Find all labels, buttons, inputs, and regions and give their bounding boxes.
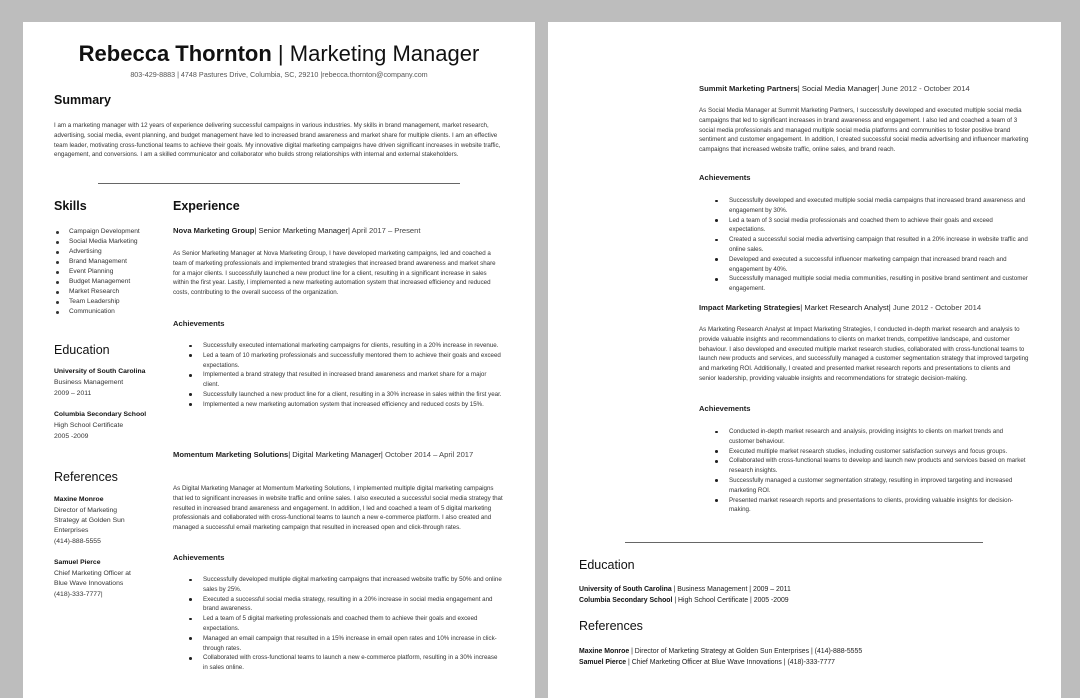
- reference-details: | Chief Marketing Officer at Blue Wave Innovations | (418)-333-7777: [626, 659, 835, 666]
- achievement-item: Led a team of 5 digital marketing professionals and coached them to achieve their goals and exceed expectations.: [173, 614, 503, 634]
- skill-item: Brand Management: [54, 257, 140, 267]
- resume-header-name: [23, 41, 535, 67]
- education-degree: High School Certificate: [54, 422, 124, 429]
- achievement-item: Executed a successful social media strategy, resulting in a 20% increase in social media engagement and brand awareness.: [173, 595, 503, 615]
- achievement-item: Successfully developed multiple digital marketing campaigns that increased website traffic by 50% and online sales by 25%.: [173, 575, 503, 595]
- skill-item: Social Media Marketing: [54, 237, 140, 247]
- job-dates: October 2014 – April 2017: [382, 450, 474, 459]
- achievement-item: Presented market research reports and presentations to clients, providing valuable insights for decision-making.: [699, 496, 1029, 516]
- job-dates: April 2017 – Present: [349, 226, 421, 235]
- achievement-item: Successfully launched a new product line for a client, resulting in a 30% increase in sales within the first year.: [173, 390, 503, 400]
- skill-item: Market Research: [54, 287, 140, 297]
- achievement-item: Executed multiple market research studies, including customer satisfaction surveys and focus groups.: [699, 447, 1029, 457]
- name-separator: |: [271, 41, 290, 66]
- achievement-item: Successfully managed a customer segmentation strategy, resulting in improved targeting and increased marketing ROI.: [699, 476, 1029, 496]
- job-title-line: [173, 225, 493, 236]
- achievement-item: Successfully managed multiple social media communities, resulting in positive brand sentiment and customer engagement.: [699, 274, 1029, 294]
- reference-name: Maxine Monroe: [54, 496, 104, 503]
- references-heading: References: [579, 619, 643, 633]
- skill-item: Budget Management: [54, 277, 140, 287]
- references-heading: References: [54, 470, 118, 484]
- company-name: Impact Marketing Strategies: [699, 303, 801, 312]
- education-details: | Business Management | 2009 – 2011: [671, 586, 791, 593]
- job-title-line: [699, 302, 1039, 313]
- reference-name: Samuel Pierce: [579, 659, 627, 666]
- skill-item: Campaign Development: [54, 227, 140, 237]
- job-title-line: [173, 449, 491, 460]
- reference-details: | Director of Marketing Strategy at Golden Sun Enterprises | (414)-888-5555: [629, 648, 863, 655]
- skill-item: Advertising: [54, 247, 140, 257]
- education-school: Columbia Secondary School: [54, 411, 147, 418]
- reference-phone: (414)-888-5555: [54, 538, 101, 545]
- education-school: University of South Carolina: [54, 368, 146, 375]
- achievement-item: Implemented a new marketing automation system that increased efficiency and reduced costs by 15%.: [173, 400, 503, 410]
- contact-info: 803-429-8883 | 4748 Pastures Drive, Columbia, SC, 29210 |rebecca.thornton@company.com: [130, 70, 428, 79]
- reference-name: Maxine Monroe: [579, 648, 630, 655]
- education-heading: Education: [54, 343, 110, 357]
- resume-page-1: [23, 22, 535, 698]
- achievement-item: Conducted in-depth market research and analysis, providing insights to clients on market trends and customer behaviour.: [699, 427, 1029, 447]
- education-school: Columbia Secondary School: [579, 597, 673, 604]
- education-details: | High School Certificate | 2005 -2009: [672, 597, 789, 604]
- education-years: 2005 -2009: [54, 433, 89, 440]
- summary-text: I am a marketing manager with 12 years of experience delivering successful campaigns in various industries. My skills in brand management, market research, advertising, social media, event planning, and budget management have led to increased brand awareness and market share for multiple clients. I am an effective team leader, motivating cross-functional teams to achieve their goals. My innovative digital marketing campaigns have driven significant increases in website traffic, engagement, and conversions. I am a skilled communicator and collaborator who builds strong relationships with internal and external stakeholders.: [54, 122, 501, 159]
- section-divider: [625, 542, 983, 543]
- resume-page-2: [548, 22, 1061, 698]
- skills-heading: Skills: [54, 199, 87, 213]
- reference-line: Strategy at Golden Sun: [54, 517, 125, 524]
- job-title-header: Marketing Manager: [289, 41, 480, 66]
- reference-line: Chief Marketing Officer at: [54, 570, 131, 577]
- experience-heading: Experience: [173, 199, 240, 213]
- reference-line: Blue Wave Innovations: [54, 580, 124, 587]
- skill-item: Communication: [54, 307, 140, 317]
- section-divider: [98, 183, 460, 184]
- achievement-item: Managed an email campaign that resulted in a 15% increase in email open rates and 10% increase in click-through rates.: [173, 634, 503, 654]
- reference-entry: [579, 648, 862, 655]
- skills-list: [54, 227, 140, 317]
- job-role: | Digital Marketing Manager|: [288, 450, 383, 459]
- achievements-list: [699, 427, 1029, 515]
- achievement-item: Collaborated with cross-functional teams to develop and launch new products and services based on market research insights.: [699, 456, 1029, 476]
- achievements-list: [173, 575, 503, 673]
- skill-item: Event Planning: [54, 267, 140, 277]
- job-title-line: [699, 83, 1039, 94]
- achievements-heading: Achievements: [699, 173, 751, 182]
- education-heading: Education: [579, 558, 635, 572]
- achievements-list: [173, 341, 503, 410]
- education-school: University of South Carolina: [579, 586, 672, 593]
- achievement-item: Led a team of 10 marketing professionals and successfully mentored them to achieve their goals and exceed expectations.: [173, 351, 503, 371]
- job-description: As Digital Marketing Manager at Momentum Marketing Solutions, I implemented multiple digital marketing campaigns that led to significant increases in website traffic and online sales. I also executed a successful social media strategy that resulted in increased brand awareness and engagement. In addition, I led and coached a team of 5 digital marketing professionals and collaborated with cross-functional teams to launch a new e-commerce platform. I also created and managed a successful email marketing campaign that resulted in increased open and click-through rates.: [173, 485, 503, 532]
- achievement-item: Successfully executed international marketing campaigns for clients, resulting in a 20% increase in revenue.: [173, 341, 503, 351]
- education-entry: [579, 597, 789, 604]
- achievements-list: [699, 196, 1029, 294]
- achievement-item: Implemented a brand strategy that resulted in increased brand awareness and market share for a major client.: [173, 370, 503, 390]
- achievements-heading: Achievements: [173, 553, 225, 562]
- skill-item: Team Leadership: [54, 297, 140, 307]
- education-years: 2009 – 2011: [54, 390, 92, 397]
- education-entry: [579, 586, 791, 593]
- job-description: As Senior Marketing Manager at Nova Marketing Group, I have developed marketing campaigns, led and coached a team of marketing professionals and implemented brand strategies that increased brand awareness and market share for a major clients. I successfully launched a new product line for a client, resulting in a significant increase in sales within the first year. Lastly, I implemented a new marketing automation system that increased efficiency and reduced costs, contributing to the overall success of the organization.: [173, 250, 496, 297]
- job-description: As Social Media Manager at Summit Marketing Partners, I successfully developed and executed multiple social media campaigns that led to significant increases in brand awareness and engagement. I also led and coached a team of 3 social media professionals and managed multiple social media platforms and communities to foster positive brand sentiment and customer engagement. In addition, I created successful social media advertising and influencer marketing campaigns that increased website traffic, online sales, and brand reach.: [699, 107, 1029, 154]
- candidate-name: Rebecca Thornton: [78, 41, 272, 66]
- job-role: | Market Research Analyst|: [800, 303, 891, 312]
- job-dates: June 2012 - October 2014: [879, 84, 970, 93]
- company-name: Momentum Marketing Solutions: [173, 450, 289, 459]
- education-degree: Business Management: [54, 379, 124, 386]
- company-name: Nova Marketing Group: [173, 226, 255, 235]
- achievement-item: Collaborated with cross-functional teams to launch a new e-commerce platform, resulting in a 30% increase in sales online.: [173, 653, 503, 673]
- job-role: | Senior Marketing Manager|: [254, 226, 350, 235]
- reference-phone: (418)-333-7777|: [54, 591, 103, 598]
- achievement-item: Developed and executed a successful influencer marketing campaign that increased brand reach and engagement by 40%.: [699, 255, 1029, 275]
- reference-line: Director of Marketing: [54, 507, 118, 514]
- achievement-item: Created a successful social media advertising campaign that resulted in a 20% increase in website traffic and online sales.: [699, 235, 1029, 255]
- job-role: | Social Media Manager|: [797, 84, 880, 93]
- reference-entry: [579, 659, 835, 666]
- reference-name: Samuel Pierce: [54, 559, 101, 566]
- company-name: Summit Marketing Partners: [699, 84, 798, 93]
- job-description: As Marketing Research Analyst at Impact Marketing Strategies, I conducted in-depth market research and analysis to provide valuable insights and recommendations to clients on market trends, competitive landscape, and customer behaviour. I also developed and executed multiple market research studies, collaborated with cross-functional teams to launch new products and services, and successfully managed a customer segmentation strategy that improved targeting and marketing ROI. Additionally, I created and presented market research reports and presentations to clients and senior leadership, providing valuable insights and recommendations for strategic decision-making.: [699, 326, 1029, 382]
- achievements-heading: Achievements: [699, 404, 751, 413]
- achievements-heading: Achievements: [173, 319, 225, 328]
- achievement-item: Led a team of 3 social media professionals and coached them to achieve their goals and exceed expectations.: [699, 216, 1029, 236]
- job-dates: June 2012 - October 2014: [890, 303, 982, 312]
- achievement-item: Successfully developed and executed multiple social media campaigns that increased brand awareness and engagement by 30%.: [699, 196, 1029, 216]
- reference-line: Enterprises: [54, 527, 89, 534]
- summary-heading: Summary: [54, 93, 111, 107]
